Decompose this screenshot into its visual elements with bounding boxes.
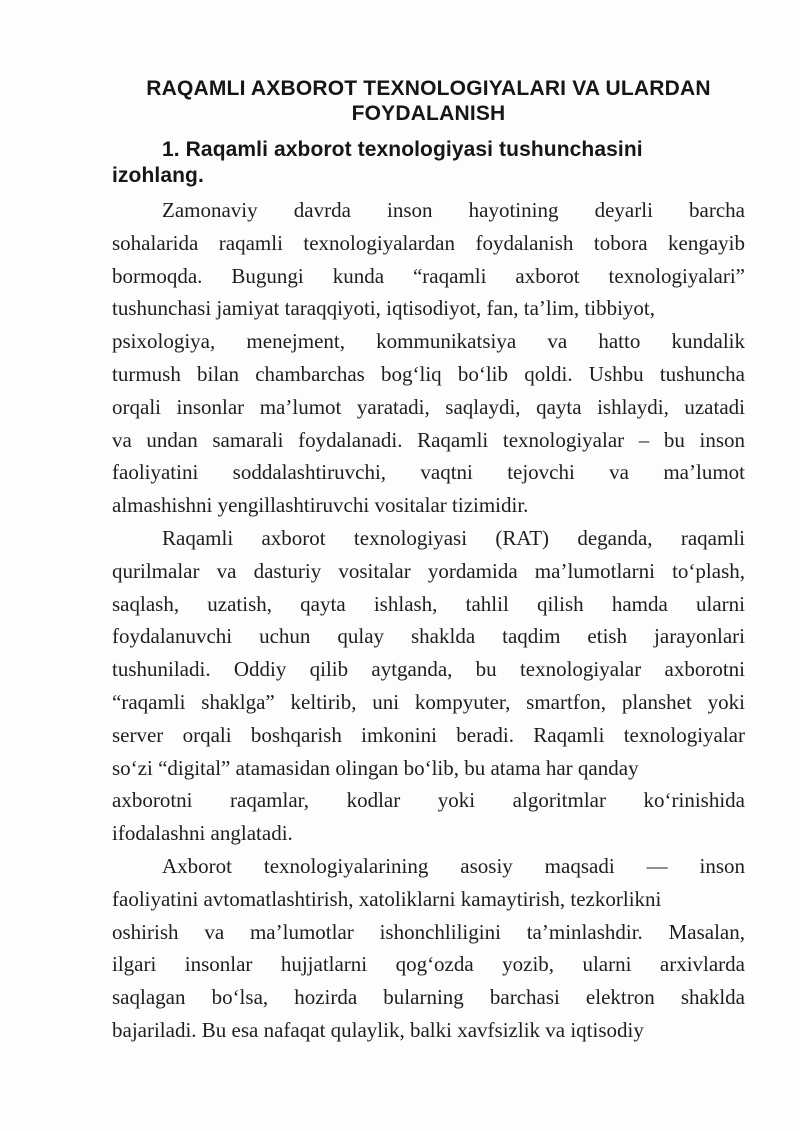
text-line: foydalanuvchi uchun qulay shaklda taqdim etish jarayonlari <box>112 624 745 649</box>
text-line: axborotni raqamlar, kodlar yoki algoritmlar ko‘rinishida <box>112 788 745 813</box>
text-line: oshirish va ma’lumotlar ishonchliligini ta’minlashdir. Masalan, <box>112 919 745 944</box>
section-heading <box>112 137 745 189</box>
text-line: server orqali boshqarish imkonini beradi. Raqamli texnologiyalar <box>112 722 745 747</box>
text-line: Zamonaviy davrda inson hayotining deyarli barcha <box>162 198 745 222</box>
text-line: faoliyatini avtomatlashtirish, xatoliklarni kamaytirish, tezkorlikni <box>112 886 662 911</box>
text-line: saqlagan bo‘lsa, hozirda bularning barchasi elektron shaklda <box>112 985 745 1010</box>
text-line: Axborot texnologiyalarining asosiy maqsadi — inson <box>162 853 745 878</box>
text-line: sohalarida raqamli texnologiyalardan foydalanish tobora kengayib <box>112 230 745 255</box>
text-line: faoliyatini soddalashtiruvchi, vaqtni tejovchi va ma’lumot <box>112 460 745 485</box>
section-heading-line2: izohlang. <box>112 164 204 187</box>
text-line: tushuniladi. Oddiy qilib aytganda, bu texnologiyalar axborotni <box>112 657 745 682</box>
text-line: psixologiya, menejment, kommunikatsiya va hatto kundalik <box>112 329 745 354</box>
text-line: orqali insonlar ma’lumot yaratadi, saqlaydi, qayta ishlaydi, uzatadi <box>112 394 745 419</box>
document-content <box>112 76 745 1047</box>
section-heading-line1: 1. Raqamli axborot texnologiyasi tushunchasini <box>162 138 643 161</box>
paragraph <box>112 522 745 850</box>
text-line: va undan samarali foydalanadi. Raqamli texnologiyalar – bu inson <box>112 427 745 452</box>
document-title-line2: FOYDALANISH <box>351 102 506 125</box>
text-line: so‘zi “digital” atamasidan olingan bo‘lib, bu atama har qanday <box>112 755 639 780</box>
text-line: tushunchasi jamiyat taraqqiyoti, iqtisodiyot, fan, ta’lim, tibbiyot, <box>112 296 656 321</box>
text-line: bormoqda. Bugungi kunda “raqamli axborot texnologiyalari” <box>112 263 745 288</box>
text-line: qurilmalar va dasturiy vositalar yordamida ma’lumotlarni to‘plash, <box>112 558 745 583</box>
text-line: “raqamli shaklga” keltirib, uni kompyuter, smartfon, planshet yoki <box>112 689 745 714</box>
paragraph <box>112 194 745 522</box>
text-line: almashishni yengillashtiruvchi vositalar tizimidir. <box>112 493 529 518</box>
text-line: saqlash, uzatish, qayta ishlash, tahlil qilish hamda ularni <box>112 591 745 616</box>
document-body <box>112 194 745 1047</box>
document-title-line1: RAQAMLI AXBOROT TEXNOLOGIYALARI VA ULARDAN <box>146 77 711 100</box>
text-line: ilgari insonlar hujjatlarni qog‘ozda yozib, ularni arxivlarda <box>112 952 745 977</box>
paragraph <box>112 850 745 1047</box>
document-title <box>112 76 745 126</box>
text-line: bajariladi. Bu esa nafaqat qulaylik, balki xavfsizlik va iqtisodiy <box>112 1017 644 1042</box>
text-line: turmush bilan chambarchas bog‘liq bo‘lib qoldi. Ushbu tushuncha <box>112 361 745 386</box>
text-line: Raqamli axborot texnologiyasi (RAT) deganda, raqamli <box>162 525 745 550</box>
text-line: ifodalashni anglatadi. <box>112 821 293 846</box>
